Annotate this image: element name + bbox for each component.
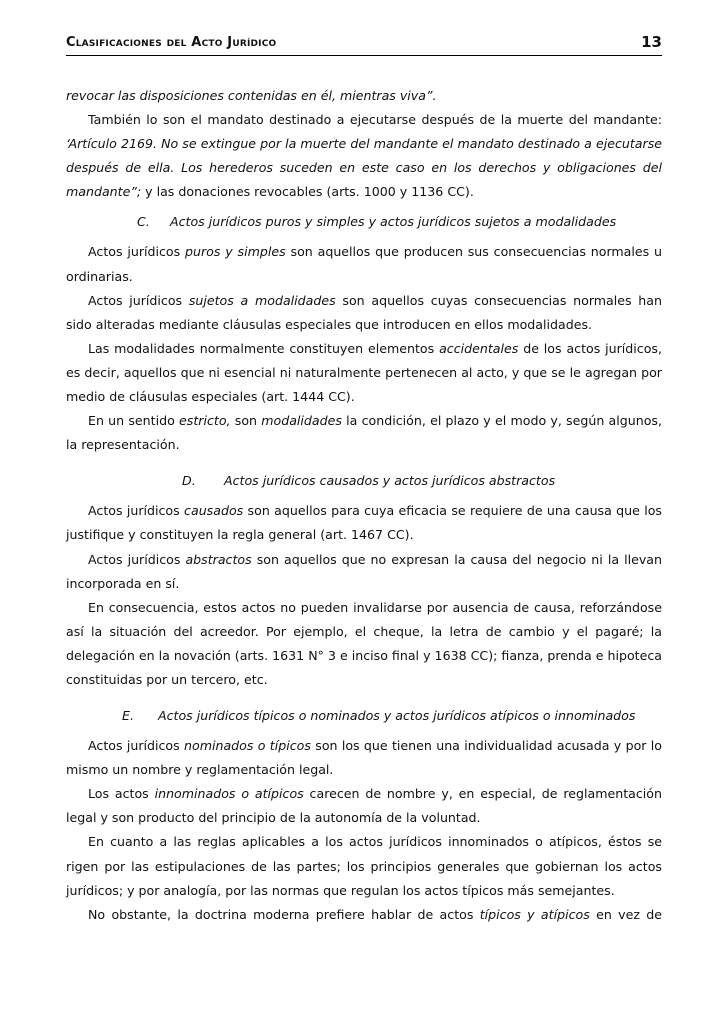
paragraph-puros: Actos jurídicos puros y simples son aquellos que producen sus consecuencias normales u ordinarias. <box>66 244 663 284</box>
paragraph-reglas: En cuanto a las reglas aplicables a los actos jurídicos innominados o atípicos, éstos se rigen por las estipulaciones de las partes; los principios generales que gobiernan los actos jurídicos; y por analogía, por las normas que regulan los actos típicos más semejantes. <box>66 834 662 898</box>
article-quote: ‘Artículo 2169. No se extingue por la muerte del mandante el mandato destinado a ejecutarse después de ella. Los herederos suceden en este caso en los derechos y obligaciones del mandante”; <box>66 136 662 200</box>
paragraph-nominados: Actos jurídicos nominados o típicos son los que tienen una individualidad acusada y por lo mismo un nombre y reglamentación legal. <box>66 738 663 778</box>
section-heading-e: E. Actos jurídicos típicos o nominados y actos jurídicos atípicos o innominados <box>122 708 636 724</box>
paragraph-estricto: En un sentido estricto, son modalidades la condición, el plazo y el modo y, según algunos, la representación. <box>66 413 663 453</box>
paragraph-innominados: Los actos innominados o atípicos carecen de nombre y, en especial, de reglamentación legal y son producto del principio de la autonomía de la voluntad. <box>66 786 662 826</box>
paragraph-intro <box>66 84 662 108</box>
document-body <box>66 84 662 927</box>
paragraph-causados: Actos jurídicos causados son aquellos para cuya eficacia se requiere de una causa que los justifique y constituyen la regla general (art. 1467 CC). <box>66 503 662 543</box>
page-number: 13 <box>641 33 662 51</box>
section-heading-d: D. Actos jurídicos causados y actos jurídicos abstractos <box>182 473 556 489</box>
paragraph-modalidades: Las modalidades normalmente constituyen elementos accidentales de los actos jurídicos, es decir, aquellos que ni esencial ni naturalmente pertenecen al acto, y que se le agregan por medio de cláusulas especiales (art. 1444 CC). <box>66 340 662 405</box>
paragraph-abstractos: Actos jurídicos abstractos son aquellos que no expresan la causa del negocio ni la llevan incorporada en sí. <box>66 551 662 591</box>
header-title: Clasificaciones del Acto Jurídico <box>66 35 277 50</box>
section-heading-c: C. Actos jurídicos puros y simples y actos jurídicos sujetos a modalidades <box>137 214 617 230</box>
paragraph-noobstante: No obstante, la doctrina moderna prefiere hablar de actos típicos y atípicos en vez de <box>88 906 662 922</box>
paragraph-sujetos: Actos jurídicos sujetos a modalidades son aquellos cuyas consecuencias normales han sido alteradas mediante cláusulas especiales que introducen en ellos modalidades. <box>66 292 662 332</box>
paragraph-consecuencia: En consecuencia, estos actos no pueden invalidarse por ausencia de causa, reforzándose así la situación del acreedor. Por ejemplo, el cheque, la letra de cambio y el pagaré; la delegación en la novación (arts. 1631 N° 3 e inciso final y 1638 CC); fianza, prenda e hipoteca constituidas por un tercero, etc. <box>66 599 662 687</box>
paragraph-tambien: También lo son el mandato destinado a ejecutarse después de la muerte del mandante: ‘Artículo 2169. No se extingue por la muerte del mandante el mandato destinado a ejecutarse después de ella. Los herederos suceden en este caso en los derechos y obligaciones del mandante”; y las donaciones revocables (arts. 1000 y 1136 CC). <box>66 112 662 200</box>
quote-continuation: revocar las disposiciones contenidas en él, mientras viva”. <box>66 88 437 103</box>
running-header <box>66 33 662 56</box>
